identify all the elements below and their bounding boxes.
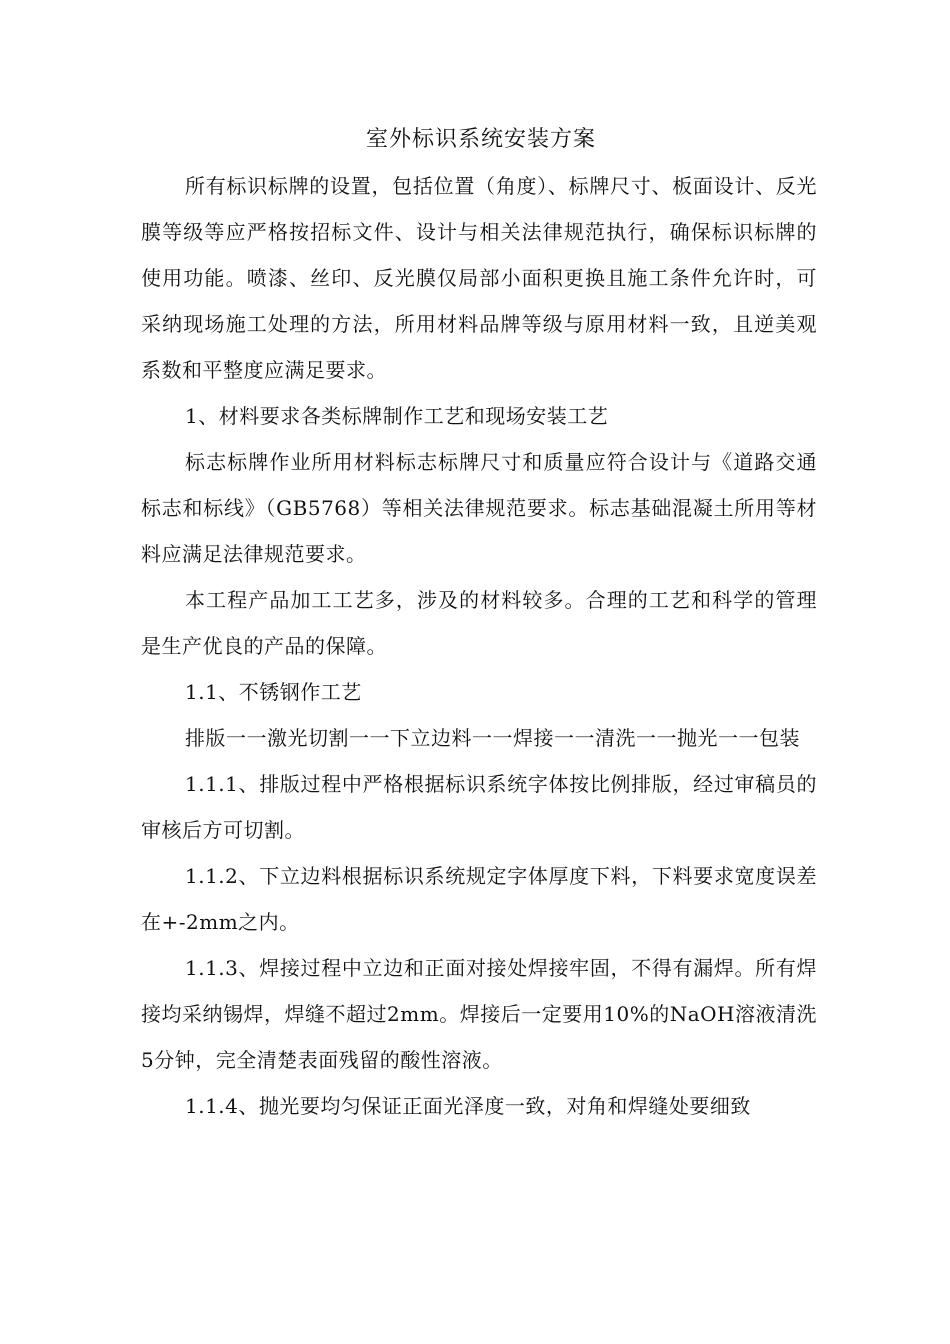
paragraph: 1.1.2、下立边料根据标识系统规定字体厚度下料，下料要求宽度误差在+-2mm之内。 [141,864,817,934]
paragraph: 标志标牌作业所用材料标志标牌尺寸和质量应符合设计与《道路交通标志和标线》（GB5768）等相关法律规范要求。标志基础混凝土所用等材料应满足法律规范要求。 [141,450,817,566]
paragraph: 1.1.1、排版过程中严格根据标识系统字体按比例排版，经过审稿员的审核后方可切割。 [141,772,817,842]
subsection-heading: 1.1、不锈钢作工艺 [185,680,362,704]
paragraph: 1.1.3、焊接过程中立边和正面对接处焊接牢固，不得有漏焊。所有焊接均采纳锡焊，焊缝不超过2mm。焊接后一定要用10%的NaOH溶液清洗5分钟，完全清楚表面残留的酸性溶液。 [141,956,817,1072]
section-heading: 1、材料要求各类标牌制作工艺和现场安装工艺 [185,404,609,428]
document-title: 室外标识系统安装方案 [365,127,596,152]
process-flow: 排版一一激光切割一一下立边料一一焊接一一清洗一一抛光一一包装 [185,726,800,750]
document-body [141,163,817,1129]
paragraph: 所有标识标牌的设置，包括位置（角度）、标牌尺寸、板面设计、反光膜等级等应严格按招标文件、设计与相关法律规范执行，确保标识标牌的使用功能。喷漆、丝印、反光膜仅局部小面积更换且施工条件允许时，可采纳现场施工处理的方法，所用材料品牌等级与原用材料一致，且逆美观系数和平整度应满足要求。 [141,174,817,382]
paragraph: 本工程产品加工工艺多，涉及的材料较多。合理的工艺和科学的管理是生产优良的产品的保障。 [141,588,817,658]
paragraph: 1.1.4、抛光要均匀保证正面光泽度一致，对角和焊缝处要细致 [185,1094,751,1118]
